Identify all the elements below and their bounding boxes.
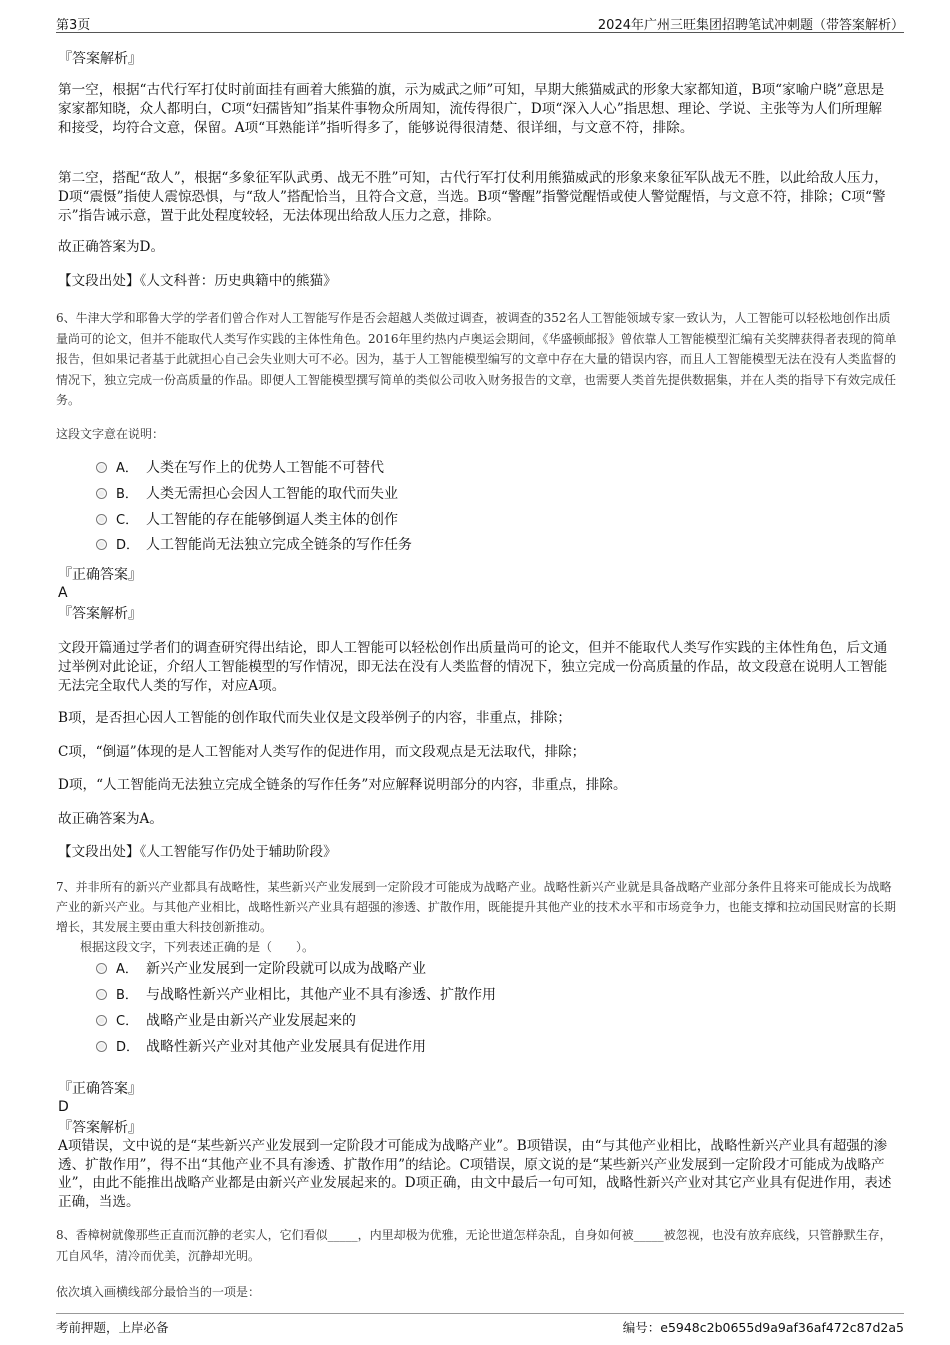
q5-analysis-para1: 第一空，根据“古代行军打仗时前面挂有画着大熊猫的旗，示为威武之师”可知，早期大熊猫威武的形象大家都知道，B项“家喻户晓”意思是家家都知晓，众人都明白，C项“妇孺皆知”指某件事物众所周知，流传得很广，D项“深入人心”指思想、理论、学说、主张等为人们所理解和接受，均符合文意，保留。A项“耳熟能详”指听得多了，能够说得很清楚、很详细，与文意不符，排除。	[58, 82, 885, 136]
radio-icon[interactable]	[96, 1041, 107, 1052]
q6-analysis-c: C项，“倒逼”体现的是人工智能对人类写作的促进作用，而文段观点是无法取代，排除；	[58, 744, 586, 760]
q6-option-c[interactable]: C． 人工智能的存在能够倒逼人类主体的创作	[96, 510, 398, 530]
q6-analysis-b: B项，是否担心因人工智能的创作取代而失业仅是文段举例子的内容，非重点，排除；	[58, 710, 571, 726]
q7-option-d[interactable]: D． 战略性新兴产业对其他产业发展具有促进作用	[96, 1037, 426, 1057]
q6-analysis-title: 『答案解析』	[58, 606, 142, 622]
radio-icon[interactable]	[96, 488, 107, 499]
page-number: 第3页	[56, 18, 91, 33]
radio-icon[interactable]	[96, 1015, 107, 1026]
q6-option-d[interactable]: D． 人工智能尚无法独立完成全链条的写作任务	[96, 535, 412, 555]
q5-source: 【文段出处】《人文科普：历史典籍中的熊猫》	[58, 273, 337, 289]
q6-conclusion: 故正确答案为A。	[58, 811, 163, 827]
q6-analysis-d: D项，“人工智能尚无法独立完成全链条的写作任务”对应解释说明部分的内容，非重点，排除。	[58, 777, 627, 793]
q6-answer: A	[58, 585, 68, 601]
q8-stem: 8、香樟树就像那些正直而沉静的老实人，它们看似_____，内里却极为优雅，无论世道怎样杂乱，自身如何被_____被忽视，也没有放弃底线，只管静默生存，兀自风华，清冷而优美，沉静却光明。	[56, 1228, 892, 1263]
page-footer	[56, 1313, 904, 1334]
q7-analysis: A项错误，文中说的是“某些新兴产业发展到一定阶段才可能成为战略产业”。B项错误，由“与其他产业相比，战略性新兴产业具有超强的渗透、扩散作用”，得不出“其他产业不具有渗透、扩散作用”的结论。C项错误，原文说的是“某些新兴产业发展到一定阶段才可能成为战略产业”，由此不能推出战略产业都是由新兴产业发展起来的。D项正确，由文中最后一句可知，战略性新兴产业对其它产业具有促进作用，表述正确，当选。	[58, 1138, 892, 1210]
q7-option-b[interactable]: B． 与战略性新兴产业相比，其他产业不具有渗透、扩散作用	[96, 985, 496, 1005]
q7-answer-title: 『正确答案』	[58, 1081, 142, 1097]
q6-option-b[interactable]: B． 人类无需担心会因人工智能的取代而失业	[96, 484, 398, 504]
q7-analysis-title: 『答案解析』	[58, 1120, 142, 1136]
q5-conclusion: 故正确答案为D。	[58, 239, 165, 255]
radio-icon[interactable]	[96, 963, 107, 974]
q6-option-a[interactable]: A． 人类在写作上的优势人工智能不可替代	[96, 458, 384, 478]
footer-slogan: 考前押题，上岸必备	[56, 1320, 169, 1335]
q7-stem: 7、并非所有的新兴产业都具有战略性，某些新兴产业发展到一定阶段才可能成为战略产业。战略性新兴产业就是具备战略产业部分条件且将来可能成长为战略产业的新兴产业。与其他产业相比，战略性新兴产业具有超强的渗透、扩散作用，既能提升其他产业的技术水平和市场竞争力，也能支撑和拉动国民财富的长期增长，其发展主要由重大科技创新推动。	[56, 880, 897, 934]
footer-serial: 编号：e5948c2b0655d9a9af36af472c87d2a5	[622, 1320, 904, 1335]
radio-icon[interactable]	[96, 989, 107, 1000]
q7-prompt: 根据这段文字，下列表述正确的是（ ）。	[80, 940, 315, 954]
q6-stem: 6、牛津大学和耶鲁大学的学者们曾合作对人工智能写作是否会超越人类做过调查，被调查的352名人工智能领域专家一致认为，人工智能可以轻松地创作出质量尚可的论文，但并不能取代人类写作实践的主体性角色。2016年里约热内卢奥运会期间，《华盛顿邮报》曾依靠人工智能模型汇编有关奖牌获得者表现的简单报告，但如果记者基于此就担心自己会失业则大可不必。因为，基于人工智能模型编写的文章中存在大量的错误内容，而且人工智能模型无法在没有人类监督的情况下，独立完成一份高质量的作品。即便人工智能模型撰写简单的类似公司收入财务报告的文章，也需要人类首先提供数据集，并在人类的指导下有效完成任务。	[56, 311, 897, 407]
radio-icon[interactable]	[96, 514, 107, 525]
q6-analysis-para1: 文段开篇通过学者们的调查研究得出结论，即人工智能可以轻松创作出质量尚可的论文，但并不能取代人类写作实践的主体性角色，后文通过举例对此论证，介绍人工智能模型的写作情况，即无法在没有人类监督的情况下，独立完成一份高质量的作品，故文段意在说明人工智能无法完全取代人类的写作，对应A项。	[58, 640, 888, 694]
q7-option-a[interactable]: A． 新兴产业发展到一定阶段就可以成为战略产业	[96, 959, 426, 979]
q6-answer-title: 『正确答案』	[58, 567, 142, 583]
q6-source: 【文段出处】《人工智能写作仍处于辅助阶段》	[58, 844, 337, 860]
page-header	[56, 12, 904, 33]
q5-analysis-title: 『答案解析』	[58, 51, 142, 67]
radio-icon[interactable]	[96, 539, 107, 550]
q8-prompt: 依次填入画横线部分最恰当的一项是：	[56, 1285, 261, 1299]
q6-prompt: 这段文字意在说明：	[56, 427, 165, 441]
q7-option-c[interactable]: C． 战略产业是由新兴产业发展起来的	[96, 1011, 356, 1031]
document-title: 2024年广州三旺集团招聘笔试冲刺题（带答案解析）	[597, 18, 904, 33]
q7-answer: D	[58, 1099, 69, 1115]
radio-icon[interactable]	[96, 462, 107, 473]
q5-analysis-para2: 第二空，搭配“敌人”，根据“多象征军队武勇、战无不胜”可知，古代行军打仗利用熊猫威武的形象来象征军队战无不胜，以此给敌人压力，D项“震慑”指使人震惊恐惧，与“敌人”搭配恰当，且符合文意，当选。B项“警醒”指警觉醒悟或使人警觉醒悟，与文意不符，排除；C项“警示”指告诫示意，置于此处程度较轻，无法体现出给敌人压力之意，排除。	[58, 170, 888, 224]
